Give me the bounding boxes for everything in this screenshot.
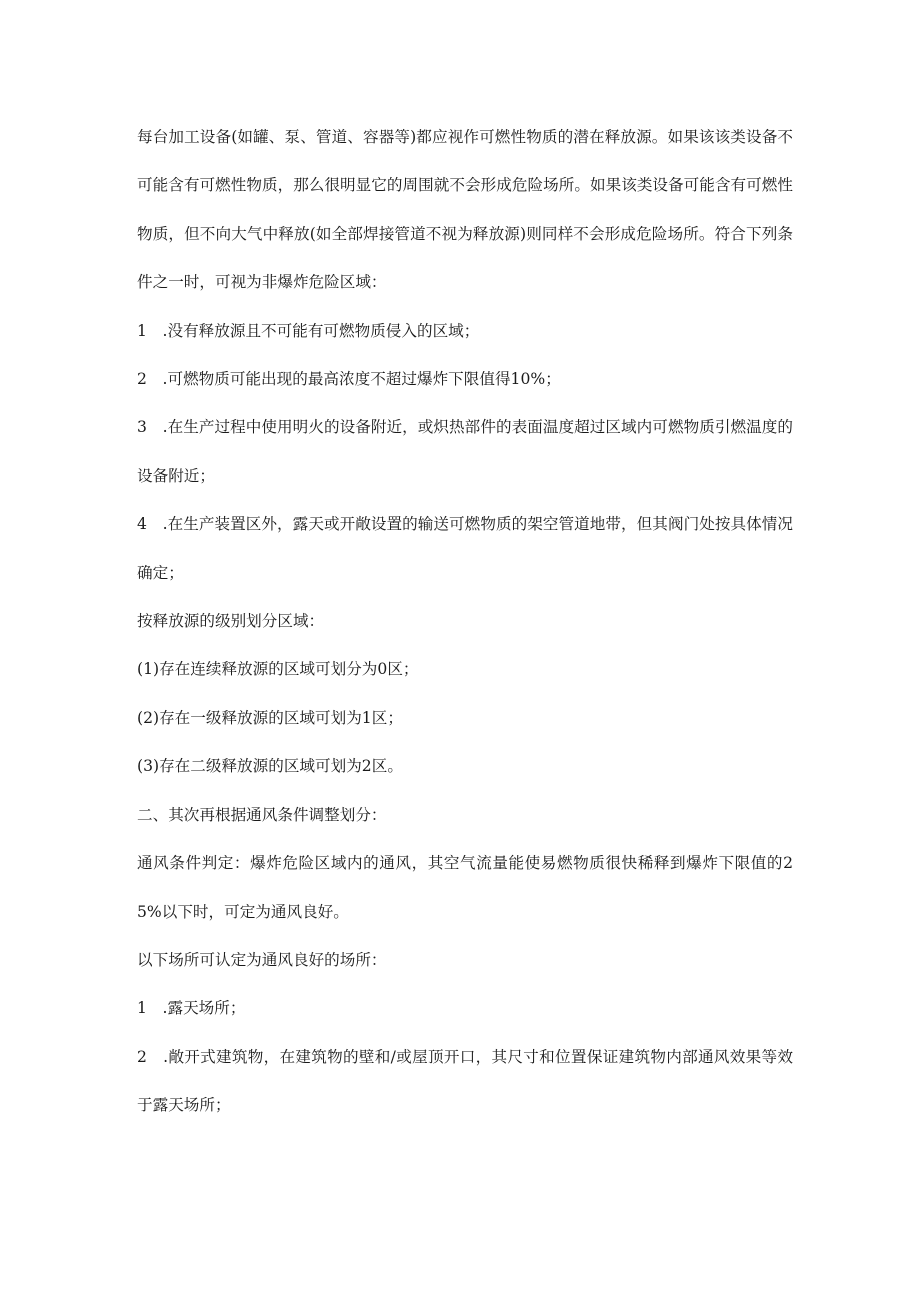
paragraph-intro: 每台加工设备(如罐、泵、管道、容器等)都应视作可燃性物质的潜在释放源。如果该该类设备不可能含有可燃性物质，那么很明显它的周围就不会形成危险场所。如果该类设备可能含有可燃性物质，但不向大气中释放(如全部焊接管道不视为释放源)则同样不会形成危险场所。符合下列条件之一时，可视为非爆炸危险区域： — [137, 128, 793, 292]
zone-item-2: (3)存在二级释放源的区域可划为2区。 — [137, 757, 403, 776]
list-item-1: 1 .没有释放源且不可能有可燃物质侵入的区域； — [137, 321, 480, 340]
paragraph-zone-heading: 按释放源的级别划分区域： — [137, 612, 325, 631]
paragraph-good-ventilation-heading: 以下场所可认定为通风良好的场所： — [137, 950, 387, 969]
ventilation-item-2: 2 .敞开式建筑物，在建筑物的壁和/或屋顶开口，其尺寸和位置保证建筑物内部通风效果等效于露天场所； — [137, 1047, 793, 1115]
zone-item-0: (1)存在连续释放源的区域可划分为0区； — [137, 660, 419, 679]
list-item-2: 2 .可燃物质可能出现的最高浓度不超过爆炸下限值得10%； — [137, 370, 561, 389]
document-page — [137, 113, 793, 1130]
paragraph-ventilation-criteria: 通风条件判定：爆炸危险区域内的通风，其空气流量能使易燃物质很快稀释到爆炸下限值的25%以下时，可定为通风良好。 — [137, 854, 793, 921]
ventilation-item-1: 1 .露天场所； — [137, 999, 246, 1018]
zone-item-1: (2)存在一级释放源的区域可划为1区； — [137, 708, 403, 727]
list-item-3: 3 .在生产过程中使用明火的设备附近，或炽热部件的表面温度超过区域内可燃物质引燃温度的设备附近； — [137, 418, 793, 485]
section-heading-ventilation: 二、其次再根据通风条件调整划分： — [137, 805, 387, 824]
list-item-4: 4 .在生产装置区外，露天或开敞设置的输送可燃物质的架空管道地带，但其阀门处按具体情况确定； — [137, 515, 793, 582]
